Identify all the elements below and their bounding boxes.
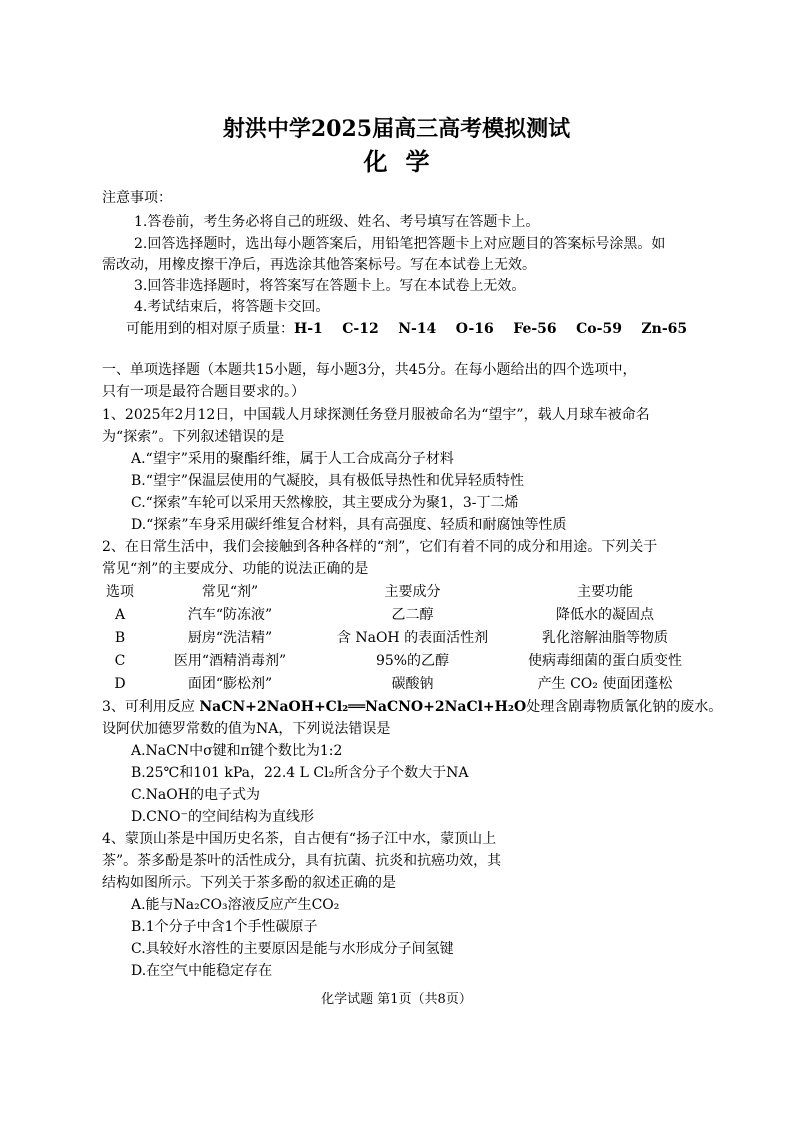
q2-header-function: 主要功能 <box>577 584 633 600</box>
q3-option-d: D.CNO⁻的空间结构为直线形 <box>131 809 315 825</box>
exam-title: 射洪中学2025届高三高考模拟测试 <box>222 116 571 142</box>
q4-option-c: C.具较好水溶性的主要原因是能与水形成分子间氢键 <box>131 941 454 957</box>
notice-item-3: 3.回答非选择题时，将答案写在答题卡上。写在本试卷上无效。 <box>134 278 526 294</box>
q2-row-c-function: 使病毒细菌的蛋白质变性 <box>528 653 682 669</box>
q2-row-b-component: 含 NaOH 的表面活性剂 <box>336 630 489 646</box>
q2-row-d-function: 产生 CO₂ 使面团蓬松 <box>537 676 673 692</box>
q3-option-b: B.25℃和101 kPa，22.4 L Cl₂所含分子个数大于NA <box>131 765 469 781</box>
atomic-masses <box>126 318 687 340</box>
q3-prefix: 3、可利用反应 <box>102 699 195 715</box>
q1-option-c: C.“探索”车轮可以采用天然橡胶，其主要成分为聚1，3-丁二烯 <box>131 495 519 511</box>
notice-item-4: 4.考试结束后，将答题卡交回。 <box>134 299 330 315</box>
q4-stem-line-3: 结构如图所示。下列关于茶多酚的叙述正确的是 <box>102 875 396 891</box>
q3-equation: NaCN+2NaOH+Cl₂══NaCNO+2NaCl+H₂O <box>199 699 527 715</box>
q2-row-a-component: 乙二醇 <box>391 607 434 623</box>
q2-row-c-option: C <box>114 653 126 669</box>
q4-option-b: B.1个分子中含1个手性碳原子 <box>131 919 318 935</box>
q1-option-b: B.“望宇”保温层使用的气凝胶，具有极低导热性和优异轻质特性 <box>131 473 525 489</box>
q2-row-d-option: D <box>114 676 126 692</box>
notice-item-2-line-1: 2.回答选择题时，选出每小题答案后，用铅笔把答题卡上对应题目的答案标号涂黑。如 <box>134 236 666 252</box>
q3-stem-line-2: 设阿伏加德罗常数的值为NA，下列说法错误是 <box>102 721 391 737</box>
q2-header-component: 主要成分 <box>384 584 441 600</box>
page-footer: 化学试题 第1页（共8页） <box>321 992 472 1007</box>
q2-row-c-agent: 医用“酒精消毒剂” <box>173 653 287 669</box>
q3-stem-line-1 <box>102 696 722 718</box>
q2-row-a-agent: 汽车“防冻液” <box>187 607 273 623</box>
q2-row-d-component: 碳酸钠 <box>391 676 434 692</box>
q4-option-a: A.能与Na₂CO₃溶液反应产生CO₂ <box>131 897 340 913</box>
q2-stem-line-2: 常见“剂”的主要成分、功能的说法正确的是 <box>102 561 369 577</box>
atomic-masses-label: 可能用到的相对原子质量： <box>126 321 294 337</box>
q1-stem-line-1: 1、2025年2月12日，中国载人月球探测任务登月服被命名为“望宇”，载人月球车被命名 <box>102 407 650 423</box>
section-1-line-2: 只有一项是最符合题目要求的。） <box>102 384 305 400</box>
q2-header-agent: 常见“剂” <box>201 584 259 600</box>
q4-stem-line-2: 茶”。茶多酚是茶叶的活性成分，具有抗菌、抗炎和抗癌功效，其 <box>102 853 502 869</box>
q2-header-option: 选项 <box>106 584 134 600</box>
q2-row-a-option: A <box>114 607 126 623</box>
q4-stem-line-1: 4、蒙顶山茶是中国历史名茶，自古便有“扬子江中水，蒙顶山上 <box>102 831 497 847</box>
atomic-masses-values: H-1 C-12 N-14 O-16 Fe-56 Co-59 Zn-65 <box>294 321 688 337</box>
q1-option-a: A.“望宇”采用的聚酯纤维，属于人工合成高分子材料 <box>131 451 454 467</box>
notice-item-2-line-2: 需改动，用橡皮擦干净后，再选涂其他答案标号。写在本试卷上无效。 <box>102 257 536 273</box>
q2-row-b-agent: 厨房“洗洁精” <box>187 630 273 646</box>
q3-option-a: A.NaCN中σ键和π键个数比为1:2 <box>131 743 343 759</box>
q4-option-d: D.在空气中能稳定存在 <box>131 963 273 979</box>
q2-stem-line-1: 2、在日常生活中，我们会接触到各种各样的“剂”，它们有着不同的成分和用途。下列关于 <box>102 539 658 555</box>
q3-suffix: 处理含剧毒物质氰化钠的废水。 <box>526 699 723 715</box>
q1-stem-line-2: 为“探索”。下列叙述错误的是 <box>102 429 285 445</box>
section-1-line-1: 一、单项选择题（本题共15小题，每小题3分，共45分。在每小题给出的四个选项中， <box>102 362 637 378</box>
notice-heading: 注意事项： <box>102 190 172 206</box>
subject-title: 化学 <box>363 147 448 176</box>
q2-row-a-function: 降低水的凝固点 <box>556 607 654 623</box>
q2-row-b-option: B <box>114 630 126 646</box>
notice-item-1: 1.答卷前，考生务必将自己的班级、姓名、考号填写在答题卡上。 <box>134 214 540 230</box>
q2-row-c-component: 95%的乙醇 <box>375 653 450 669</box>
q3-option-c: C.NaOH的电子式为 <box>131 787 260 803</box>
q2-row-d-agent: 面团“膨松剂” <box>187 676 273 692</box>
q1-option-d: D.“探索”车身采用碳纤维复合材料，具有高强度、轻质和耐腐蚀等性质 <box>131 517 567 533</box>
q2-row-b-function: 乳化溶解油脂等物质 <box>542 630 668 646</box>
